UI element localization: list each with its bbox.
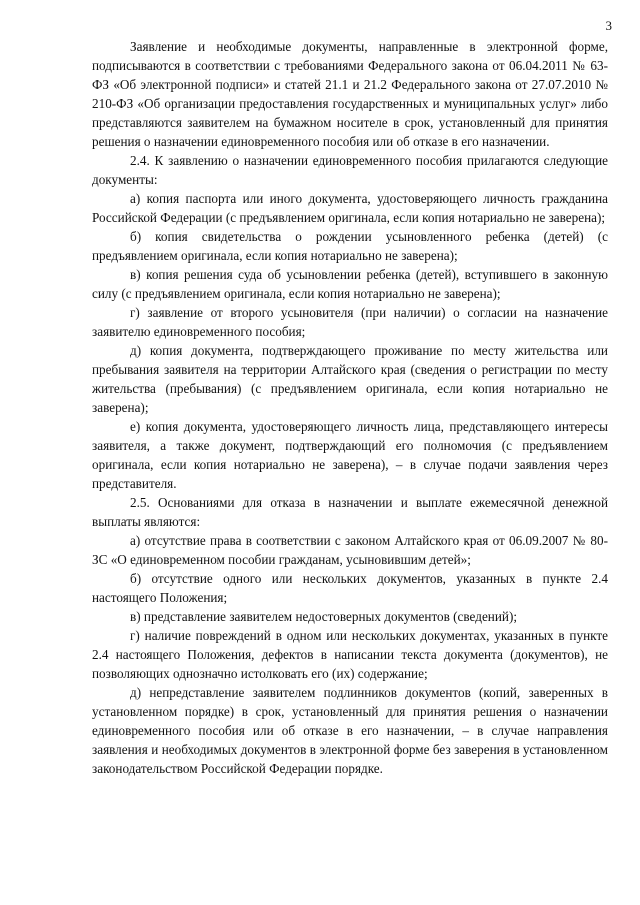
- list-item-2-4-b: б) копия свидетельства о рождении усыновленного ребенка (детей) (с предъявлением оригинала, если копия нотариально не заверена);: [92, 229, 608, 263]
- list-item-2-4-d: д) копия документа, подтверждающего проживание по месту жительства или пребывания заявителя на территории Алтайского края (сведения о регистрации по месту жительства (пребывания) (с предъявлением оригинала, если копия нотариально не заверена);: [92, 343, 608, 415]
- page-number: 3: [605, 18, 612, 33]
- document-body: [92, 37, 608, 778]
- list-item-2-5-d: д) непредставление заявителем подлинников документов (копий, заверенных в установленном порядке) в срок, установленный для принятия решения о назначении единовременного пособия или об отказе в его назначении, – в случае направления заявления и необходимых документов в электронной форме без заверения в установленном законодательством Российской Федерации порядке.: [92, 685, 608, 776]
- list-item-2-4-e: е) копия документа, удостоверяющего личность лица, представляющего интересы заявителя, а также документ, подтверждающий его полномочия (с предъявлением оригинала, если копия нотариально не заверена), – в случае подачи заявления через представителя.: [92, 419, 608, 491]
- list-item-2-4-a: а) копия паспорта или иного документа, удостоверяющего личность гражданина Российской Федерации (с предъявлением оригинала, если копия нотариально не заверена);: [92, 191, 608, 225]
- list-item-2-4-g: г) заявление от второго усыновителя (при наличии) о согласии на назначение заявителю единовременного пособия;: [92, 305, 608, 339]
- list-item-2-5-b: б) отсутствие одного или нескольких документов, указанных в пункте 2.4 настоящего Положения;: [92, 571, 608, 605]
- paragraph-electronic-signature: Заявление и необходимые документы, направленные в электронной форме, подписываются в соответствии с требованиями Федерального закона от 06.04.2011 № 63-ФЗ «Об электронной подписи» и статей 21.1 и 21.2 Федерального закона от 27.07.2010 № 210-ФЗ «Об организации предоставления государственных и муниципальных услуг» либо представляются заявителем на бумажном носителе в срок, установленный для принятия решения о назначении единовременного пособия или об отказе в его назначении.: [92, 39, 608, 149]
- paragraph-2-5-heading: 2.5. Основаниями для отказа в назначении и выплате ежемесячной денежной выплаты являются:: [92, 495, 608, 529]
- list-item-2-5-a: а) отсутствие права в соответствии с законом Алтайского края от 06.09.2007 № 80-ЗС «О единовременном пособии гражданам, усыновившим детей»;: [92, 533, 608, 567]
- list-item-2-5-g: г) наличие повреждений в одном или нескольких документах, указанных в пункте 2.4 настоящего Положения, дефектов в написании текста документа (документов), не позволяющих однозначно истолковать его (их) содержание;: [92, 628, 608, 681]
- list-item-2-4-v: в) копия решения суда об усыновлении ребенка (детей), вступившего в законную силу (с предъявлением оригинала, если копия нотариально не заверена);: [92, 267, 608, 301]
- list-item-2-5-v: в) представление заявителем недостоверных документов (сведений);: [130, 609, 518, 624]
- paragraph-2-4-heading: 2.4. К заявлению о назначении единовременного пособия прилагаются следующие документы:: [92, 153, 608, 187]
